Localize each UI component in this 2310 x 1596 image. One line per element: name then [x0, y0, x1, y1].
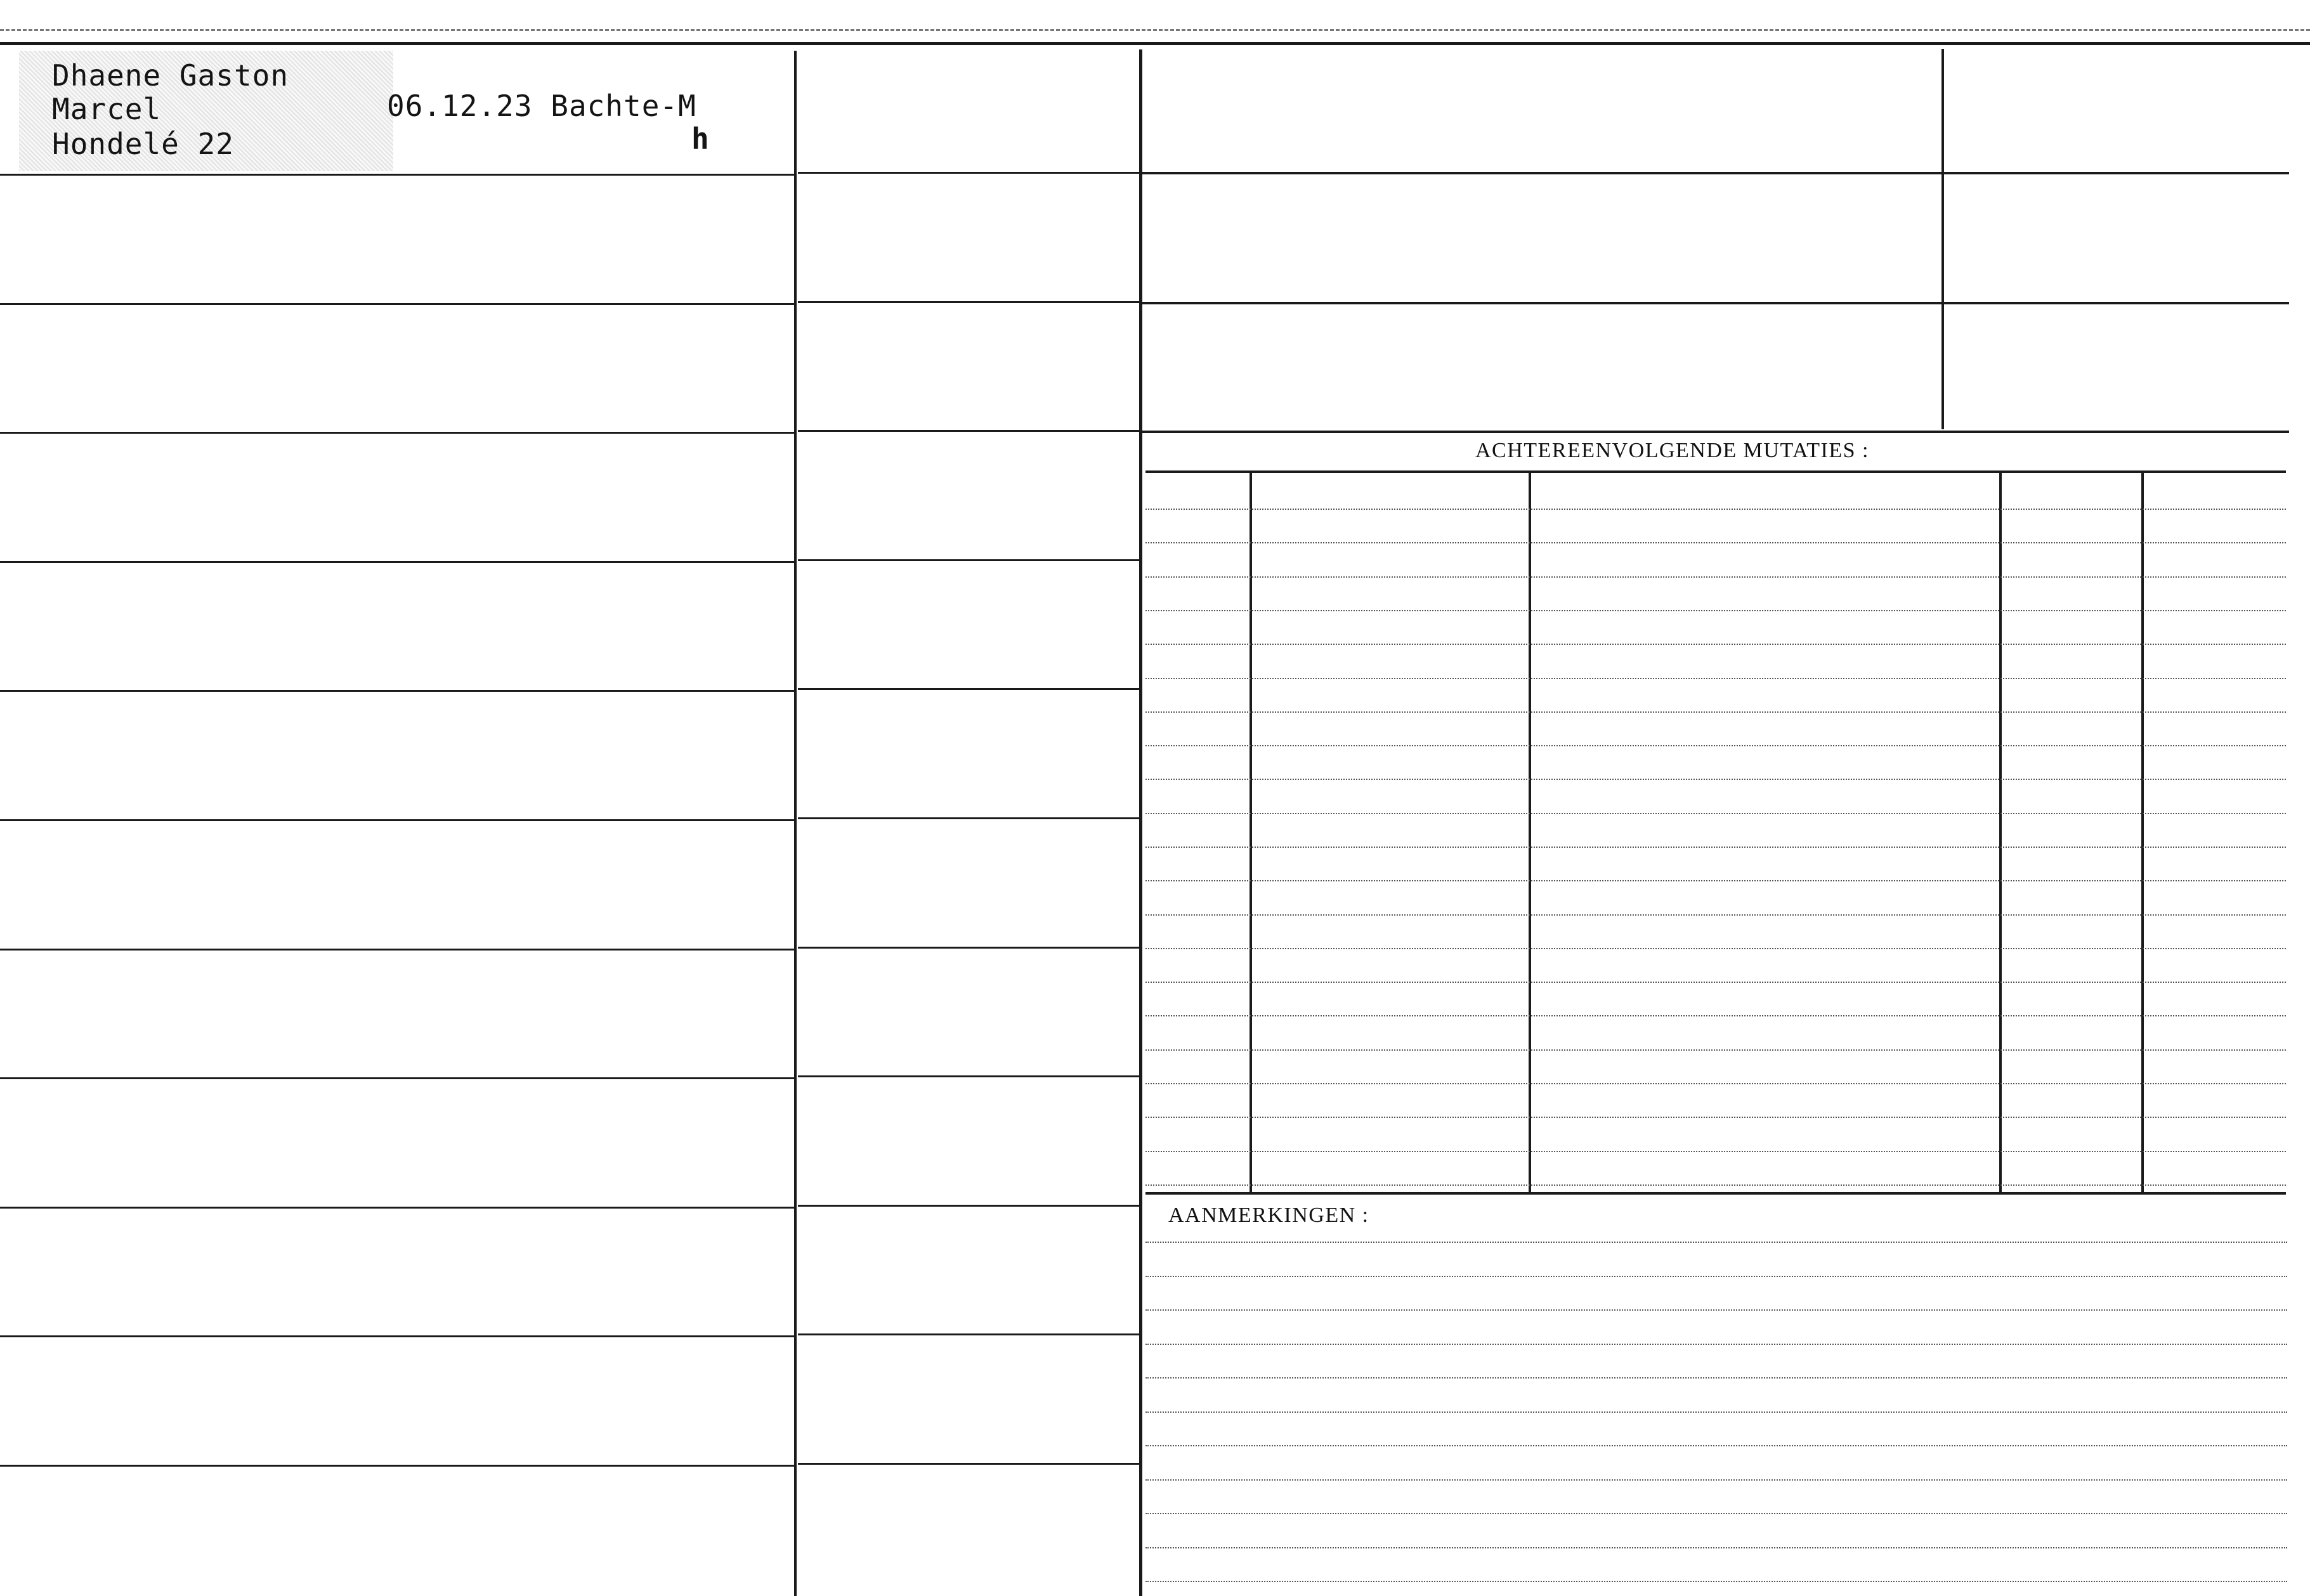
middle-column-rows	[797, 45, 1139, 1596]
entry-date-place: 06.12.23 Bachte-M	[387, 89, 696, 123]
remark-line	[1145, 1411, 2287, 1413]
mutation-line	[1145, 745, 2286, 746]
mutation-line	[1145, 880, 2286, 881]
right-top-divider	[1941, 49, 1944, 429]
entry-given-name: Marcel	[52, 92, 162, 126]
mutations-table	[1145, 470, 2286, 1195]
middle-row-rule	[798, 1463, 1139, 1465]
mutation-line	[1145, 678, 2286, 679]
top-edge-noise	[0, 29, 2310, 31]
left-row-rule	[0, 690, 794, 692]
remarks-area	[1145, 1205, 2287, 1596]
remark-line	[1145, 1581, 2287, 1582]
mutation-line	[1145, 1151, 2286, 1152]
mutation-line	[1145, 847, 2286, 848]
mutation-line	[1145, 948, 2286, 949]
left-row-rule	[0, 819, 794, 821]
right-top-row-1	[1142, 172, 2289, 174]
left-row-rule	[0, 561, 794, 563]
remark-line	[1145, 1344, 2287, 1345]
entry-mark: h	[691, 122, 710, 156]
mutations-rows	[1145, 470, 2286, 1195]
remark-line	[1145, 1309, 2287, 1311]
left-row-rule	[0, 1207, 794, 1209]
remark-line	[1145, 1513, 2287, 1514]
entry-address: Hondelé 22	[52, 127, 234, 161]
mutation-line	[1145, 644, 2286, 645]
left-row-rule	[0, 174, 794, 176]
mutation-line	[1145, 542, 2286, 543]
mutations-header: ACHTEREENVOLGENDE MUTATIES :	[1475, 439, 1869, 462]
middle-column	[797, 45, 1139, 1596]
remark-line	[1145, 1276, 2287, 1277]
left-row-rule	[0, 1077, 794, 1079]
remarks-rows	[1145, 1205, 2287, 1596]
remark-line	[1145, 1377, 2287, 1379]
middle-row-rule	[798, 172, 1139, 174]
mutation-line	[1145, 1015, 2286, 1016]
remark-line	[1145, 1242, 2287, 1243]
mutation-line	[1145, 610, 2286, 611]
remarks-header: AANMERKINGEN :	[1168, 1203, 1369, 1227]
middle-row-rule	[798, 688, 1139, 690]
middle-row-rule	[798, 430, 1139, 432]
left-column-rows	[0, 45, 796, 1596]
middle-row-rule	[798, 817, 1139, 819]
entry-name: Dhaene Gaston	[52, 58, 289, 93]
left-row-rule	[0, 303, 794, 305]
mutation-line	[1145, 813, 2286, 814]
mutation-line	[1145, 1049, 2286, 1051]
middle-row-rule	[798, 1075, 1139, 1077]
mutation-line	[1145, 914, 2286, 916]
middle-row-rule	[798, 1205, 1139, 1207]
mutation-line	[1145, 779, 2286, 780]
right-top-row-2	[1142, 302, 2289, 304]
mutation-line	[1145, 711, 2286, 713]
mutation-line	[1145, 576, 2286, 578]
mutation-line	[1145, 1117, 2286, 1118]
mutation-line	[1145, 1184, 2286, 1186]
middle-row-rule	[798, 559, 1139, 561]
mutation-line	[1145, 1083, 2286, 1084]
left-column	[0, 45, 796, 1596]
middle-row-rule	[798, 301, 1139, 303]
remark-line	[1145, 1445, 2287, 1446]
remark-line	[1145, 1547, 2287, 1548]
right-top-row-3	[1142, 431, 2289, 433]
left-row-rule	[0, 1335, 794, 1337]
middle-row-rule	[798, 947, 1139, 949]
mutation-line	[1145, 982, 2286, 983]
middle-row-rule	[798, 1333, 1139, 1335]
right-top-block	[1142, 45, 2310, 433]
left-row-rule	[0, 1465, 794, 1467]
remark-line	[1145, 1479, 2287, 1481]
mutation-line	[1145, 509, 2286, 510]
left-row-rule	[0, 949, 794, 950]
left-row-rule	[0, 432, 794, 434]
